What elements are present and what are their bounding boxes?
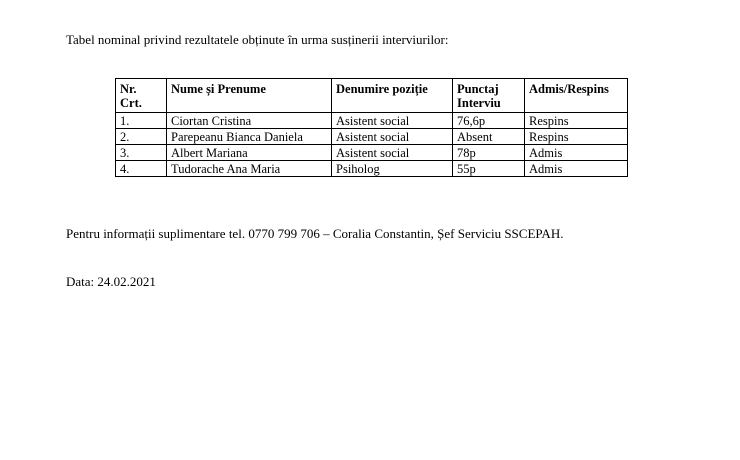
table-row [116,145,628,161]
cell-name: Tudorache Ana Maria [167,161,332,177]
header-position: Denumire poziție [332,79,453,113]
cell-status: Respins [525,129,628,145]
cell-position: Asistent social [332,113,453,129]
cell-name: Parepeanu Bianca Daniela [167,129,332,145]
header-nr-line2: Crt. [120,96,142,110]
header-nr [116,79,167,113]
cell-score: Absent [453,129,525,145]
cell-score: 78p [453,145,525,161]
header-status: Admis/Respins [525,79,628,113]
cell-position: Asistent social [332,129,453,145]
date-text: Data: 24.02.2021 [66,274,156,289]
table-row [116,113,628,129]
cell-nr: 3. [116,145,167,161]
intro-text: Tabel nominal privind rezultatele obținute în urma susținerii interviurilor: [66,32,449,47]
results-table [115,78,628,177]
table-row [116,129,628,145]
cell-status: Admis [525,161,628,177]
cell-position: Asistent social [332,145,453,161]
table-row [116,161,628,177]
cell-status: Admis [525,145,628,161]
cell-nr: 2. [116,129,167,145]
header-nr-line1: Nr. [120,82,137,96]
header-score-line1: Punctaj [457,82,499,96]
cell-status: Respins [525,113,628,129]
cell-nr: 4. [116,161,167,177]
header-score [453,79,525,113]
contact-text: Pentru informații suplimentare tel. 0770 799 706 – Coralia Constantin, Șef Serviciu SSCEPAH. [66,226,564,241]
cell-score: 76,6p [453,113,525,129]
cell-score: 55p [453,161,525,177]
cell-position: Psiholog [332,161,453,177]
cell-nr: 1. [116,113,167,129]
header-score-line2: Interviu [457,96,501,110]
cell-name: Albert Mariana [167,145,332,161]
table-header-row [116,79,628,113]
cell-name: Ciortan Cristina [167,113,332,129]
header-name: Nume și Prenume [167,79,332,113]
